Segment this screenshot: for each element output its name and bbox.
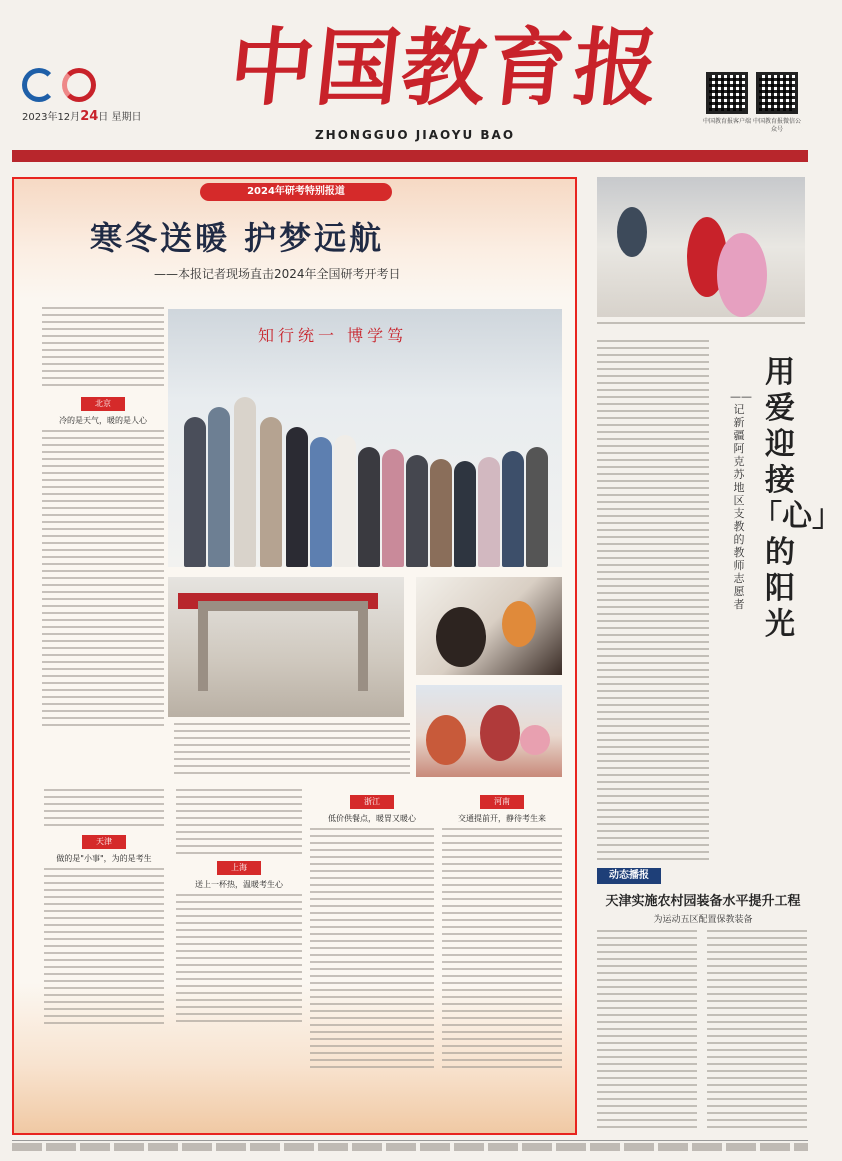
qr-caption: 中国教育报微信公众号 <box>752 118 801 133</box>
photo-caption <box>597 322 805 328</box>
crowd-figure <box>382 449 404 567</box>
body-text-lines <box>597 930 697 1130</box>
logo-red-ring-icon <box>62 68 96 102</box>
crowd-figure <box>184 417 206 567</box>
feature-headline[interactable]: 寒冬送暖 护梦远航 <box>90 219 385 257</box>
news-subheadline: 为运动五区配置保教装备 <box>653 915 753 925</box>
crowd-figure <box>526 447 548 567</box>
section-label-zhejiang: 浙江 <box>350 795 394 809</box>
crowd-figure <box>286 427 308 567</box>
logo-blue-ring-icon <box>22 68 56 102</box>
right-article-subtitle: ——记新疆阿克苏地区支教的教师志愿者 <box>730 390 752 611</box>
feature-subhead: ——本报记者现场直击2024年全国研考开考日 <box>154 267 401 281</box>
photo-rest-area <box>416 685 562 777</box>
article-column-shanghai <box>176 789 302 1024</box>
section-subtitle: 做的是"小事"，为的是考生 <box>56 854 152 863</box>
photo-volunteers-serving <box>416 577 562 675</box>
section-subtitle: 冷的是天气，暖的是人心 <box>59 416 147 425</box>
masthead-title: 中国教育报 <box>224 18 666 117</box>
body-text-lines <box>310 828 434 1068</box>
news-tag: 动态播报 <box>597 868 661 884</box>
photo-students-queue <box>168 309 562 567</box>
qr-code-icon <box>706 72 748 114</box>
crowd-figure <box>208 407 230 567</box>
gate-arch <box>198 601 368 691</box>
article-column-tianjin <box>44 789 164 1028</box>
date-suffix: 日 星期日 <box>98 112 142 123</box>
crowd-figure <box>310 437 332 567</box>
date-day: 24 <box>80 109 99 124</box>
crowd-figure <box>478 457 500 567</box>
body-text-lines <box>597 340 709 860</box>
newspaper-logo <box>22 68 102 102</box>
body-text-lines <box>42 307 164 391</box>
news-headline[interactable]: 天津实施农村园装备水平提升工程 <box>605 894 801 909</box>
masthead-info-bar <box>12 150 808 162</box>
body-text-lines <box>44 868 164 1028</box>
section-subtitle: 交通提前开，静待考生来 <box>458 814 546 823</box>
body-text-lines <box>44 789 164 829</box>
qr-code-icon <box>756 72 798 114</box>
qr-caption: 中国教育报客户端 <box>702 118 751 125</box>
photo-figure <box>617 207 647 257</box>
section-label-tianjin: 天津 <box>82 835 126 849</box>
article-column-left <box>42 307 164 730</box>
section-label-henan: 河南 <box>480 795 524 809</box>
body-text-lines <box>176 894 302 1024</box>
article-column-henan <box>442 789 562 1068</box>
photo-figure <box>520 725 550 755</box>
crowd-figure <box>502 451 524 567</box>
feature-article[interactable] <box>12 177 577 1135</box>
page-footer <box>12 1140 808 1152</box>
photo-figure <box>717 233 767 317</box>
section-subtitle: 低价供餐点，暖胃又暖心 <box>328 814 416 823</box>
special-report-banner: 2024年研考特别报道 <box>200 183 392 201</box>
issue-date <box>22 108 141 124</box>
masthead-pinyin: ZHONGGUO JIAOYU BAO <box>314 128 516 142</box>
body-text-lines <box>442 828 562 1068</box>
section-subtitle: 送上一杯热，温暖考生心 <box>195 880 283 889</box>
photo-campus-gate <box>168 577 404 717</box>
crowd-figure <box>430 459 452 567</box>
article-column-zhejiang <box>310 789 434 1068</box>
photo-figure <box>480 705 520 761</box>
crowd-figure <box>358 447 380 567</box>
photo-figure <box>436 607 486 667</box>
photo-figure <box>426 715 466 765</box>
body-text-lines <box>42 430 164 730</box>
crowd-figure <box>406 455 428 567</box>
photo-wall-inscription: 知行统一 博学笃 <box>258 326 408 345</box>
crowd-figure <box>454 461 476 567</box>
photo-caption <box>174 723 410 775</box>
photo-children-playing <box>597 177 805 317</box>
crowd-figure <box>234 397 256 567</box>
section-label-beijing: 北京 <box>81 397 125 411</box>
right-article-title[interactable]: 用爱迎接「心」的阳光 <box>752 355 842 642</box>
section-label-shanghai: 上海 <box>217 861 261 875</box>
body-text-lines <box>707 930 807 1130</box>
crowd-figure <box>260 417 282 567</box>
body-text-lines <box>176 789 302 855</box>
footer-text-lines <box>12 1143 808 1151</box>
crowd-figure <box>334 435 356 567</box>
photo-figure <box>502 601 536 647</box>
date-prefix: 2023年12月 <box>22 112 81 123</box>
